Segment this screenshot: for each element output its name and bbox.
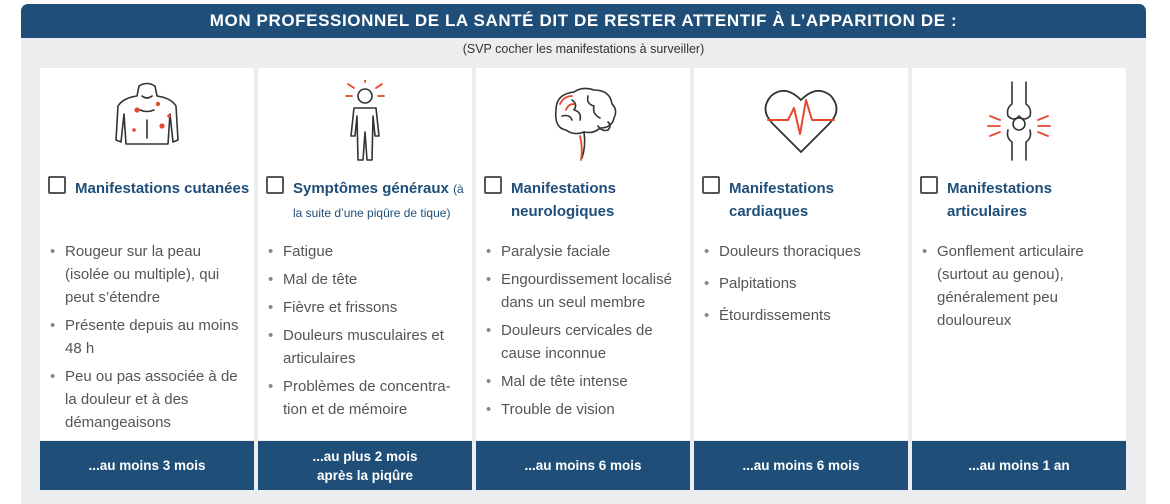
card-general xyxy=(258,68,472,440)
list-item: • Peu ou pas associée à de la douleur et à des démangeaisons xyxy=(48,365,248,434)
checkbox[interactable] xyxy=(266,176,284,194)
footer-line: ...au moins 6 mois xyxy=(524,458,642,473)
list-item: • Fièvre et frissons xyxy=(266,296,466,319)
list-item: • Gonflement articulaire (surtout au genou), généralement peu douloureux xyxy=(920,240,1120,332)
duration-footer xyxy=(476,441,690,490)
duration-footer xyxy=(40,441,254,490)
card-title: Symptômes généraux xyxy=(293,180,449,197)
list-item: • Mal de tête intense xyxy=(484,370,684,393)
checkbox[interactable] xyxy=(484,176,502,194)
brain-icon xyxy=(476,80,690,162)
checkbox[interactable] xyxy=(48,176,66,194)
symptom-list xyxy=(920,240,1120,337)
card-title: Manifestations articulaires xyxy=(947,180,1053,220)
knee-joint-icon xyxy=(912,80,1126,162)
list-item: • Mal de tête xyxy=(266,268,466,291)
list-item: • Rougeur sur la peau (isolée ou multiple), qui peut s’étendre xyxy=(48,240,248,309)
card-cutaneous xyxy=(40,68,254,440)
symptom-list xyxy=(48,240,248,439)
footer-line: après la piqûre xyxy=(316,467,414,483)
list-item: • Engourdissement localisé dans un seul membre xyxy=(484,268,684,314)
list-item: • Douleurs musculaires et articulaires xyxy=(266,324,466,370)
symptom-list xyxy=(484,240,684,426)
card-note: (à la suite d’une piqûre de tique) xyxy=(293,182,464,220)
card-title: Manifestations cardiaques xyxy=(729,180,835,220)
list-item: • Trouble de vision xyxy=(484,398,684,421)
card-title: Manifestations cutanées xyxy=(75,180,250,197)
list-item: • Palpitations xyxy=(702,272,902,295)
card-title: Manifestations neurologiques xyxy=(511,180,617,220)
heart-pulse-icon xyxy=(694,80,908,162)
person-pain-icon xyxy=(258,80,472,162)
list-item: • Problèmes de concentra- tion et de mémoire xyxy=(266,375,466,421)
symptom-list xyxy=(702,240,902,332)
list-item: • Présente depuis au moins 48 h xyxy=(48,314,248,360)
card-neurological xyxy=(476,68,690,440)
duration-footer xyxy=(258,441,472,490)
checkbox[interactable] xyxy=(702,176,720,194)
list-item: • Douleurs thoraciques xyxy=(702,240,902,263)
list-item: • Fatigue xyxy=(266,240,466,263)
footer-line: ...au plus 2 mois xyxy=(312,448,418,464)
torso-skin-icon xyxy=(40,80,254,162)
card-cardiac xyxy=(694,68,908,440)
checkbox[interactable] xyxy=(920,176,938,194)
duration-footer xyxy=(694,441,908,490)
list-item: • Étourdissements xyxy=(702,304,902,327)
card-articular xyxy=(912,68,1126,440)
list-item: • Paralysie faciale xyxy=(484,240,684,263)
symptom-list xyxy=(266,240,466,426)
footer-line: ...au moins 6 mois xyxy=(742,458,860,473)
duration-footer xyxy=(912,441,1126,490)
list-item: • Douleurs cervicales de cause inconnue xyxy=(484,319,684,365)
footer-line: ...au moins 3 mois xyxy=(88,458,206,473)
instruction-text: (SVP cocher les manifestations à surveiller) xyxy=(462,42,705,56)
footer-line: ...au moins 1 an xyxy=(968,458,1070,473)
section-title: MON PROFESSIONNEL DE LA SANTÉ DIT DE RESTER ATTENTIF À L’APPARITION DE : xyxy=(21,4,1146,38)
